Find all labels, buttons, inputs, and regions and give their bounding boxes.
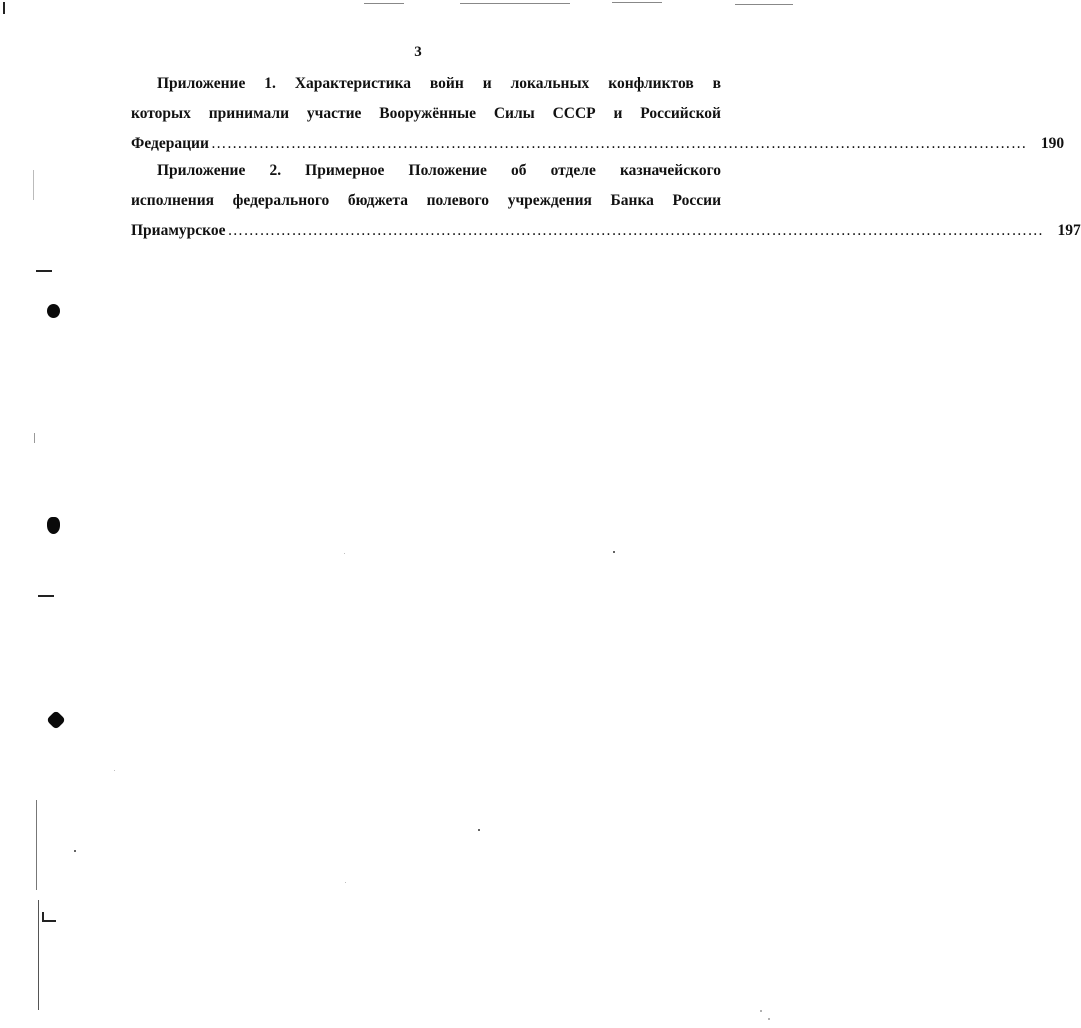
toc-entry-last-line bbox=[131, 216, 1081, 246]
toc-entry-line: Приамурское bbox=[131, 222, 226, 239]
toc-entry-last-line bbox=[131, 129, 1065, 159]
toc-entry-appendix-2 bbox=[131, 156, 1081, 246]
scan-margin-line bbox=[38, 900, 39, 1010]
binding-hole-mark bbox=[47, 304, 60, 318]
scan-speck bbox=[74, 850, 76, 852]
scan-speck bbox=[344, 553, 345, 554]
toc-leader-dots: ……………………………………………………………………………………………………………………………………… bbox=[210, 135, 1027, 152]
scan-speck bbox=[768, 1018, 770, 1020]
scan-edge-line bbox=[612, 2, 662, 3]
scan-dash-mark bbox=[38, 595, 54, 597]
scan-dash-mark bbox=[36, 270, 52, 272]
scan-dash-mark bbox=[42, 920, 56, 922]
scan-speck bbox=[345, 882, 346, 883]
binding-hole-mark bbox=[47, 517, 60, 534]
scan-margin-line bbox=[36, 800, 37, 890]
page-number: 3 bbox=[414, 44, 422, 60]
toc-entry-line: Приложение 2. Примерное Положение об отделе казначейского bbox=[157, 162, 721, 179]
scan-margin-line bbox=[33, 170, 34, 200]
scan-edge-line bbox=[364, 3, 404, 4]
toc-page-number: 190 bbox=[1040, 135, 1065, 152]
scan-speck bbox=[114, 770, 115, 771]
toc-entry-line: Приложение 1. Характеристика войн и локальных конфликтов в bbox=[157, 75, 721, 92]
scan-edge-line bbox=[460, 3, 570, 4]
toc-entry-line: исполнения федерального бюджета полевого учреждения Банка России bbox=[131, 192, 721, 209]
toc-leader-dots: ……………………………………………………………………………………………………………………………………… bbox=[227, 222, 1044, 239]
scan-dash-mark bbox=[42, 912, 44, 920]
scan-speck bbox=[613, 551, 615, 553]
scan-speck bbox=[478, 829, 480, 831]
scan-speck bbox=[760, 1010, 762, 1012]
scan-edge-line bbox=[735, 4, 793, 5]
toc-entry-line: Федерации bbox=[131, 135, 209, 152]
toc-page-number: 197 bbox=[1057, 222, 1081, 239]
scan-corner-mark bbox=[3, 2, 5, 14]
binding-hole-mark bbox=[46, 710, 66, 730]
toc-entry-appendix-1 bbox=[131, 69, 1065, 159]
toc-entry-line: которых принимали участие Вооружённые Силы СССР и Российской bbox=[131, 105, 721, 122]
scan-margin-line bbox=[34, 433, 35, 443]
